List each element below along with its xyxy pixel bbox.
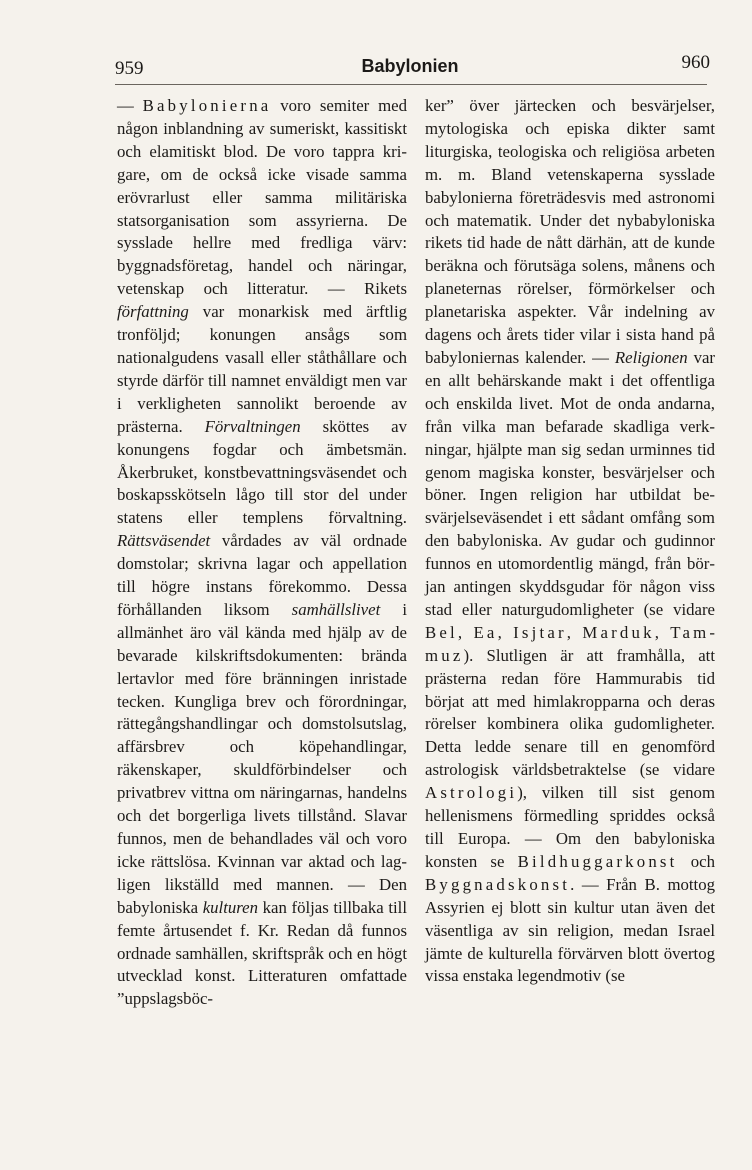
text-segment: Byggnadskonst bbox=[425, 874, 571, 894]
page-number-left: 959 bbox=[115, 58, 144, 79]
text-segment: Religionen bbox=[614, 347, 688, 367]
column-right-text bbox=[425, 95, 715, 988]
text-segment: — bbox=[117, 96, 143, 115]
text-segment: , bbox=[497, 622, 514, 642]
text-segment: Tammuz bbox=[425, 622, 716, 665]
text-segment: samhällslivet bbox=[291, 599, 381, 619]
text-segment: var en allt behärskande makt i det offentliga och enskilda livet. Mot de onda andarna, från vilka man befarade skadliga verkningar, hjälpte man sig sedan urminnes tid genom magiska konster, besvärjelser och böner. Ingen religion har utbildat besvärjelseväsendet i ett sådant omfång som den babyloniska. Av gudar och gudinnor funnos en utomordentlig mängd, från början antingen skyddsgudar för någon viss stad eller naturgudomligheter (se vidare bbox=[425, 347, 715, 619]
text-segment: ker” över järtecken och besvärjelser, mytologiska och episka dikter samt liturgiska, teologiska och religiösa arbeten m. m. Bland vetenskaperna sysslade babylonierna företrädesvis med astronomi och matematik. Under det nybabyloniska rikets tid hade de nått därhän, att de kunde beräkna och förutsäga solens, månens och planeternas rörelser, förmörkelser och planetariska aspekter. Vår indelning av dagens och årets tider vilar i sista hand på babyloniernas kalender. — bbox=[425, 96, 715, 367]
text-segment: författning bbox=[117, 302, 189, 322]
text-segment: Astrologi bbox=[425, 783, 518, 803]
text-segment: var monarkisk med ärftlig tronföljd; konungen ansågs som nationalgudens vasall eller ståthållare och styrde därför till namnet enväldigt men var i verkligheten sannolikt beroende av prästerna. bbox=[117, 302, 407, 436]
header-rule bbox=[115, 84, 707, 85]
text-segment: , bbox=[457, 622, 474, 642]
text-segment: Bildhuggarkonst bbox=[517, 851, 678, 871]
text-segment: , bbox=[654, 622, 671, 642]
page-number-right: 960 bbox=[681, 52, 710, 73]
page-header bbox=[100, 52, 720, 82]
text-segment: Rättsväsendet bbox=[117, 531, 211, 551]
text-segment: vårdades av väl ordnade domstolar; skrivna lagar och appellation till högre instans förekommo. Dessa förhållanden liksom bbox=[117, 531, 407, 619]
text-segment: ). Slutligen är att framhålla, att prästerna redan före Hammurabis tid börjat att med himlakropparna och deras rörelser kombinera olika gudomligheter. Detta ledde senare till en genomförd astrologisk världsbetraktelse (se vidare bbox=[425, 645, 715, 780]
text-segment: Ea bbox=[473, 622, 498, 642]
text-segment: ), vilken till sist genom hellenismens förmedling spriddes också till Europa. — Om den babyloniska konsten se bbox=[425, 783, 715, 871]
text-segment: Marduk bbox=[582, 622, 655, 642]
text-segment: voro semiter med någon inblandning av sumeriskt, kassitiskt och elamitiskt blod. De voro tappra krigare, om de också icke visade samma erövrarlust eller samma militäriska statsorganisation som assyrierna. De sysslade hellre med fredliga värv: byggnadsföretag, handel och näringar, vetenskap och litteratur. — Rikets bbox=[117, 96, 407, 299]
text-segment: . — Från B. mottog Assyrien ej blott sin kultur utan även det väsentliga av sin religion, medan Israel jämte de kulturella förvärven blott övertog vissa enstaka legendmotiv (se bbox=[425, 874, 715, 986]
text-segment: sköttes av konungens fogdar och ämbetsmän. Åkerbruket, konstbevattningsväsendet och boskapsskötseln lågo till stor del under statens eller templens förvaltning. bbox=[117, 416, 407, 528]
text-segment: i allmänhet äro väl kända med hjälp av de bevarade kilskriftsdokumenten: brända lertavlor med före bränningen inristade tecken. Kungliga brev och förordningar, rättegångshandlingar och domstolsutslag, affärsbrev och köpehandlingar, räkenskaper, skuldförbindelser och privatbrev vittna om näringarnas, handelns och det borgerliga livets tillstånd. Slavar funnos, men de behandlades väl och voro icke rättslösa. Kvinnan var aktad och lagligen likställd med mannen. — Den babyloniska bbox=[117, 599, 407, 917]
text-segment: kulturen bbox=[202, 897, 259, 917]
text-segment: Bel bbox=[425, 622, 458, 642]
column-right bbox=[425, 95, 715, 988]
text-segment: Förvaltningen bbox=[204, 416, 301, 436]
column-left bbox=[117, 95, 407, 1011]
text-segment: kan följas tillbaka till femte årtusendet f. Kr. Redan då funnos ordnade samhällen, skriftspråk och en högt utvecklad konst. Litteraturen omfattade ”uppslagsböc- bbox=[117, 897, 407, 1009]
text-segment: och bbox=[677, 851, 715, 871]
text-segment: Babylonierna bbox=[142, 96, 272, 115]
text-segment: Isjtar bbox=[513, 622, 567, 642]
column-left-text bbox=[117, 95, 407, 1011]
running-title: Babylonien bbox=[361, 56, 459, 76]
text-segment: , bbox=[566, 622, 583, 642]
